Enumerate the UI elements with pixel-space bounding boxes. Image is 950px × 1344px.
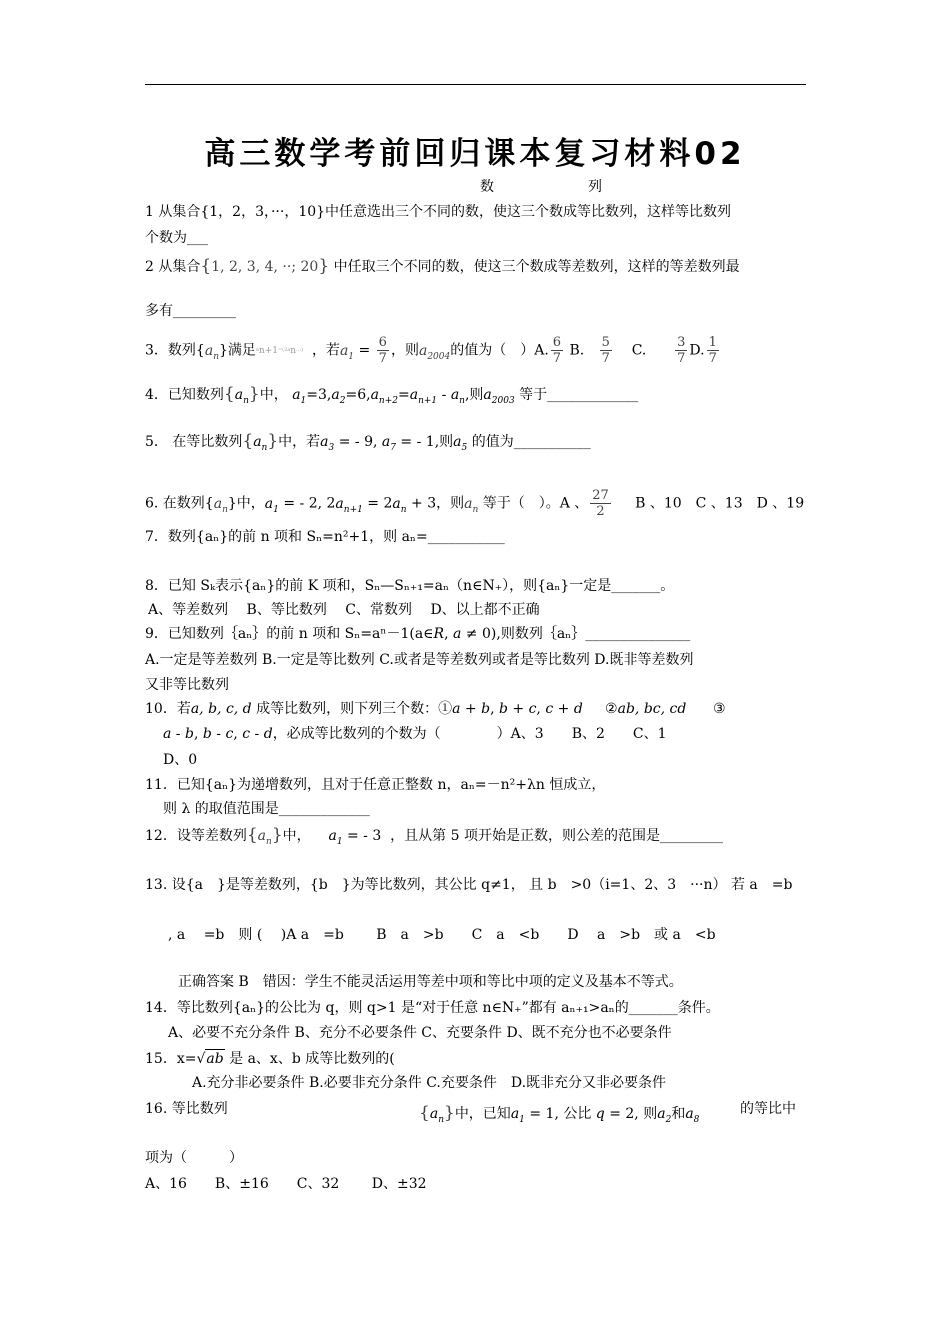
question-9-line-1: 9．已知数列｛aₙ｝的前 n 项和 Sₙ=aⁿ－1(a∈R, a ≠ 0),则数列｛aₙ｝_______________ (145, 626, 691, 642)
question-16-line-2: 项为（ ） (145, 1150, 243, 1166)
question-12-line: 12．设等差数列$\{a_n\}$中， $a_1$ = - 3 ，且从第 5 项开始是正数，则公差的范围是_________ (145, 825, 723, 847)
question-14-line-1: 14．等比数列{aₙ}的公比为 q，则 q>1 是“对于任意 n∈N₊”都有 aₙ₊₁>aₙ的_______条件。 (145, 1000, 720, 1016)
question-14-options: A、必要不充分条件 B、充分不必要条件 C、充要条件 D、既不充分也不必要条件 (168, 1025, 672, 1041)
question-13-answer: 正确答案 B 错因：学生不能灵活运用等差中项和等比中项的定义及基本不等式。 (178, 974, 683, 990)
question-10-line-3: D、0 (163, 752, 198, 768)
question-10-line-2: a - b, b - c, c - d，必成等比数列的个数为（ ）A、3 B、2 C、1 (163, 726, 667, 742)
question-4-line: 4．已知数列$\{a_n\}$中， $a_1=3,a_2=6,a_{n+2}=a_{n+1} - a_n$,则$a_{2003}$ 等于_____________ (145, 384, 639, 406)
question-8-line-1: 8．已知 Sₖ表示{aₙ}的前 K 项和，Sₙ—Sₙ₊₁=aₙ（n∈N₊），则{aₙ}一定是_______。 (145, 578, 675, 594)
question-16-options: A、16 B、±16 C、32 D、±32 (145, 1176, 427, 1192)
question-9-options-cont: 又非等比数列 (145, 677, 229, 693)
question-10-line-1: 10．若a, b, c, d 成等比数列，则下列三个数：①a + b, b + c, c + d ②ab, bc, cd ③ (145, 701, 726, 717)
header-rule (145, 84, 806, 85)
question-6-line: 6. 在数列$\{a_n\}$中，$a_1$ = - 2, $2a_{n+1} = 2a_n + 3$，则$a_n$ 等于（ ）。A 、 $\frac{27}{2}$ B 、10 C 、13 D 、19 (145, 488, 805, 519)
question-2-line-2: 多有_________ (145, 303, 236, 319)
question-5-line: 5． 在等比数列$\{a_n\}$中，若$a_3$ = - 9, $a_7$ = - 1,则$a_5$ 的值为___________ (145, 431, 591, 453)
question-15-line-1: 15．x=√ab 是 a、x、b 成等比数列的( (145, 1051, 395, 1067)
question-2-set: 1, 2, 3, 4, ··; 20 (211, 259, 319, 275)
question-8-options: A、等差数列 B、等比数列 C、常数列 D、以上都不正确 (148, 602, 540, 618)
question-7-line: 7．数列{aₙ}的前 n 项和 Sₙ=n²+1，则 aₙ=___________ (145, 529, 505, 545)
question-1-line-1: 1 从集合{1，2，3，···，10}中任意选出三个不同的数，使这三个数成等比数列，这样等比数列 (145, 204, 732, 220)
question-2-line-1: 2 从集合{1, 2, 3, 4, ··; 20} 中任取三个不同的数，使这三个数成等差数列，这样的等差数列最 (145, 256, 740, 276)
question-11-line-2: 则 λ 的取值范围是_____________ (163, 801, 370, 817)
question-16-line-1: 16. 等比数列 $\{a_n\}$中，已知$a_1 = 1$, 公比 q = 2, 则$a_2$和$a_8$ 的等比中 (145, 1101, 796, 1125)
question-9-options: A.一定是等差数列 B.一定是等比数列 C.或者是等差数列或者是等比数列 D.既非等差数列 (145, 652, 694, 668)
question-11-line-1: 11．已知{aₙ}为递增数列，且对于任意正整数 n，aₙ=－n²+λn 恒成立， (145, 777, 606, 793)
question-3-line: 3．数列$\{a_n\}$满足$a_{n+1}=(2a_n\dots)$ ，若$a_1$ = $\frac{6}{7}$ ，则$a_{2004}$的值为（ ）A. $\frac{6}{7}$ B. $\frac{5}{7}$ C. $\frac{3}{7}$ D. $\frac{1}{7}$ (145, 335, 717, 366)
question-13-line-2: , a =b 则 ( )A a =b B a >b C a <b D a >b 或 a <b (168, 927, 716, 943)
page-subtitle: 数 列 (480, 179, 606, 195)
question-13-line-1: 13. 设{a }是等差数列，{b }为等比数列，其公比 q≠1， 且 b >0（i=1、2、3 ···n） 若 a =b (145, 877, 793, 893)
question-1-line-2: 个数为___ (145, 230, 208, 246)
page-title: 高三数学考前回归课本复习材料02 (204, 136, 746, 172)
question-3-recurrence-formula: $a_{n+1}=(2a_n\dots)$ (255, 346, 304, 356)
question-15-options: A.充分非必要条件 B.必要非充分条件 C.充要条件 D.既非充分又非必要条件 (192, 1075, 667, 1091)
